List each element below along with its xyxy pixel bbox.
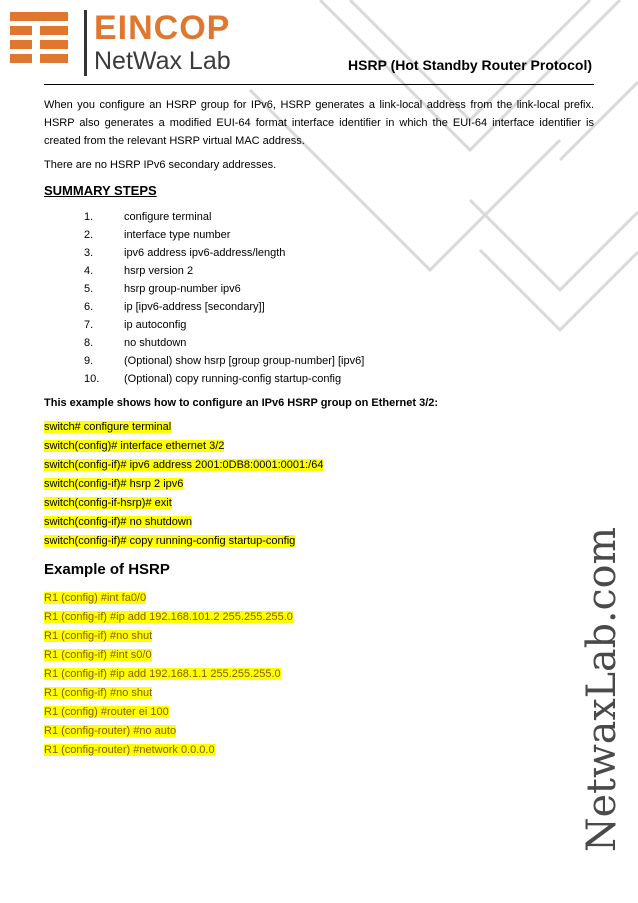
intro-paragraph: When you configure an HSRP group for IPv6, HSRP generates a link-local address from the link-local prefix. HSRP also generates a modified EUI-64 format interface identifier in which the EUI-64 interface identifier is created from the relevant HSRP virtual MAC address. [44,99,594,147]
list-item: 5. hsrp group-number ipv6 [84,283,241,295]
eincop-logo-icon [10,12,68,72]
summary-steps-list [44,208,594,388]
document-body [44,96,594,760]
list-item: 8. no shutdown [84,337,187,349]
code-line: R1 (config-router) #network 0.0.0.0 [44,744,215,756]
list-item: 1. configure terminal [84,211,212,223]
watermark [563,520,633,860]
code-line: switch(config-if)# hsrp 2 ipv6 [44,478,184,490]
page-header [0,0,638,90]
list-item: 3. ipv6 address ipv6-address/length [84,247,286,259]
secondary-note: There are no HSRP IPv6 secondary addresses. [44,159,277,171]
list-item: 2. interface type number [84,229,231,241]
code-line: R1 (config) #int fa0/0 [44,592,147,604]
list-item: 10. (Optional) copy running-config startup-config [84,373,342,385]
code-line: switch(config)# interface ethernet 3/2 [44,440,225,452]
code-line: R1 (config) #router ei 100 [44,706,169,718]
code-line: switch(config-if)# copy running-config startup-config [44,535,296,547]
code-line: R1 (config-if) #no shut [44,687,153,699]
code-line: R1 (config-if) #no shut [44,630,153,642]
r1-config-code [44,589,594,760]
list-item: 9. (Optional) show hsrp [group group-number] [ipv6] [84,355,365,367]
code-line: switch(config-if)# no shutdown [44,516,192,528]
list-item: 4. hsrp version 2 [84,265,194,277]
lab-name: NetWax Lab [94,47,231,75]
code-line: switch# configure terminal [44,421,172,433]
header-rule [44,84,594,85]
code-line: R1 (config-if) #ip add 192.168.1.1 255.255.255.0 [44,668,281,680]
code-line: R1 (config-router) #no auto [44,725,177,737]
switch-config-code [44,418,594,551]
list-item: 6. ip [ipv6-address [secondary]] [84,301,265,313]
watermark-text: NetwaxLab.com [579,523,625,852]
logo-divider [84,10,87,76]
brand-name: EINCOP [94,9,231,47]
document-title: HSRP (Hot Standby Router Protocol) [348,57,592,73]
summary-heading: SUMMARY STEPS [44,183,157,198]
code-line: switch(config-if-hsrp)# exit [44,497,172,509]
example-heading: Example of HSRP [44,561,170,578]
list-item: 7. ip autoconfig [84,319,187,331]
code-line: R1 (config-if) #ip add 192.168.101.2 255.255.255.0 [44,611,293,623]
code-line: R1 (config-if) #int s0/0 [44,649,152,661]
code-line: switch(config-if)# ipv6 address 2001:0DB8:0001:0001:/64 [44,459,324,471]
example-intro: This example shows how to configure an IPv6 HSRP group on Ethernet 3/2: [44,397,439,409]
